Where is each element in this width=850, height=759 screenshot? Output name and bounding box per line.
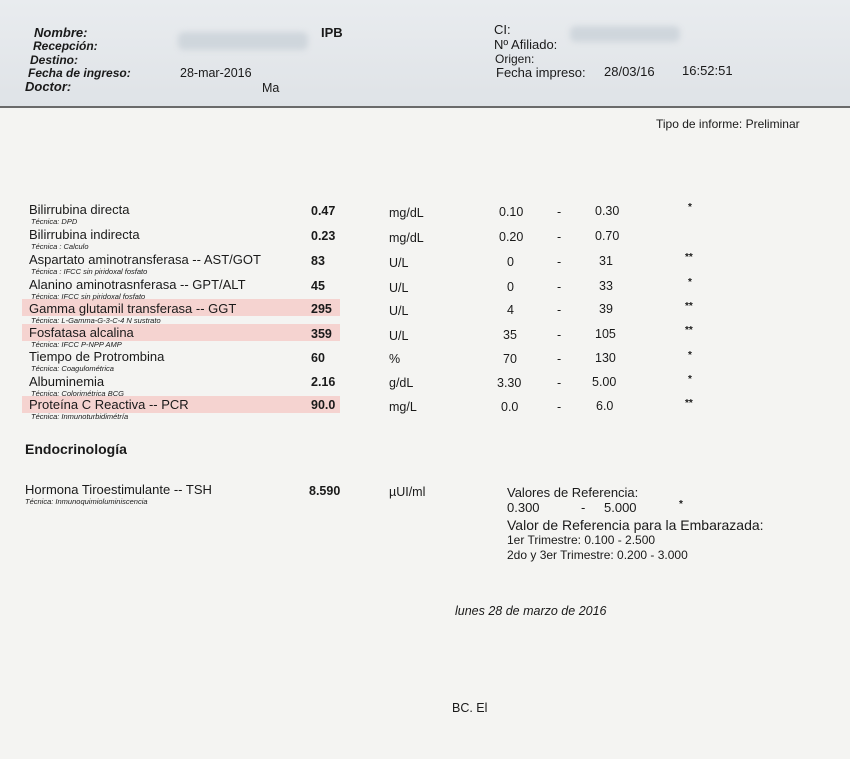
ref-dash: - <box>557 328 562 342</box>
signature: BC. El <box>452 701 488 715</box>
result-unit: mg/dL <box>389 231 424 245</box>
recepcion-label: Recepción: <box>33 39 98 53</box>
nombre-label: Nombre: <box>34 25 88 40</box>
result-name: Alanino aminotrasnferasa -- GPT/ALT <box>29 277 246 292</box>
result-name: Bilirrubina indirecta <box>29 227 140 242</box>
ref-low: 0.10 <box>499 205 524 219</box>
ref-low: 3.30 <box>497 376 522 390</box>
result-flag: * <box>688 202 692 213</box>
ref-dash: - <box>557 376 562 390</box>
result-flag: ** <box>685 325 693 336</box>
origen-label: Origen: <box>495 52 535 66</box>
result-name: Tiempo de Protrombina <box>29 349 165 364</box>
result-unit: % <box>389 352 401 366</box>
result-value: 60 <box>311 351 325 365</box>
ref-dash: - <box>557 352 562 366</box>
ref-low: 0 <box>507 255 514 269</box>
ref-dash: - <box>557 280 562 294</box>
result-name: Albuminemia <box>29 374 105 389</box>
doctor-value: Ma <box>262 81 280 95</box>
result-value: 0.23 <box>311 229 336 243</box>
section-title-endocrinologia: Endocrinología <box>25 441 127 457</box>
ci-label: CI: <box>494 22 511 37</box>
result-unit: g/dL <box>389 376 414 390</box>
redacted-ci <box>570 26 680 42</box>
redacted-name <box>178 32 308 50</box>
result-value: 45 <box>311 279 325 293</box>
tsh-value: 8.590 <box>309 484 341 498</box>
fecha-impreso-label: Fecha impreso: <box>496 65 586 80</box>
ref-low: 35 <box>503 328 517 342</box>
tsh-unit: µUI/ml <box>389 485 426 499</box>
ref-high: 130 <box>595 351 616 365</box>
ref-high: 5.00 <box>592 375 617 389</box>
result-value: 295 <box>311 302 332 316</box>
fecha-impreso-value: 28/03/16 <box>604 64 655 79</box>
pregnancy-ref-title: Valor de Referencia para la Embarazada: <box>507 517 764 533</box>
fecha-ingreso-label: Fecha de ingreso: <box>28 66 131 80</box>
ref-high: 0.70 <box>595 229 620 243</box>
ref-low-tsh: 0.300 <box>507 500 540 515</box>
ref-low: 70 <box>503 352 517 366</box>
pregnancy-ref-2: 2do y 3er Trimestre: 0.200 - 3.000 <box>507 548 688 562</box>
afiliado-label: Nº Afiliado: <box>494 37 558 52</box>
result-value: 2.16 <box>311 375 336 389</box>
result-flag: ** <box>685 252 693 263</box>
fecha-ingreso-value: 28-mar-2016 <box>180 66 252 80</box>
ref-title: Valores de Referencia: <box>507 485 639 500</box>
ref-low: 0.20 <box>499 230 524 244</box>
result-value: 0.47 <box>311 204 336 218</box>
ref-high: 33 <box>599 279 613 293</box>
result-flag: ** <box>685 398 693 409</box>
ref-low: 0.0 <box>501 400 519 414</box>
result-unit: U/L <box>389 256 409 270</box>
ref-low: 0 <box>507 280 514 294</box>
ref-low: 4 <box>507 303 514 317</box>
result-name: Aspartato aminotransferasa -- AST/GOT <box>29 252 261 267</box>
ref-dash: - <box>557 205 562 219</box>
result-technique: Técnica: IFCC sin piridoxal fosfato <box>31 292 146 301</box>
result-unit: U/L <box>389 281 409 295</box>
ref-dash: - <box>557 400 562 414</box>
patient-header <box>0 0 850 108</box>
tsh-technique: Técnica: Inmunoquimioluminiscencia <box>25 497 148 506</box>
ref-dash: - <box>557 230 562 244</box>
result-flag: * <box>688 374 692 385</box>
result-technique: Técnica: IFCC P-NPP AMP <box>31 340 122 349</box>
result-name: Gamma glutamil transferasa -- GGT <box>29 301 237 316</box>
result-technique: Técnica: Colorimétrica BCG <box>31 389 124 398</box>
ref-dash: - <box>557 255 562 269</box>
ref-high: 0.30 <box>595 204 620 218</box>
institution-name: IPB <box>321 25 343 40</box>
result-technique: Técnica: Inmunoturbidimétría <box>31 412 129 421</box>
footer-date: lunes 28 de marzo de 2016 <box>455 604 607 618</box>
result-unit: mg/dL <box>389 206 424 220</box>
result-unit: U/L <box>389 329 409 343</box>
hora-impreso: 16:52:51 <box>682 63 733 78</box>
result-technique: Técnica: Coagulométrica <box>31 364 114 373</box>
result-name: Fosfatasa alcalina <box>29 325 134 340</box>
result-value: 359 <box>311 327 332 341</box>
result-value: 83 <box>311 254 325 268</box>
ref-high: 31 <box>599 254 613 268</box>
report-type: Tipo de informe: Preliminar <box>656 117 800 131</box>
result-flag: * <box>688 277 692 288</box>
ref-high: 39 <box>599 302 613 316</box>
pregnancy-ref-1: 1er Trimestre: 0.100 - 2.500 <box>507 533 656 547</box>
ref-high: 105 <box>595 327 616 341</box>
result-name: Bilirrubina directa <box>29 202 130 217</box>
ref-high-tsh: 5.000 <box>604 500 637 515</box>
result-name: Proteína C Reactiva -- PCR <box>29 397 189 412</box>
ref-flag-tsh: * <box>679 499 683 510</box>
result-value: 90.0 <box>311 398 336 412</box>
doctor-label: Doctor: <box>25 79 72 94</box>
ref-high: 6.0 <box>596 399 614 413</box>
result-unit: mg/L <box>389 400 417 414</box>
tsh-name: Hormona Tiroestimulante -- TSH <box>25 482 212 497</box>
result-technique: Técnica: L-Gamma-G-3-C-4 N sustrato <box>31 316 161 325</box>
result-technique: Técnica: DPD <box>31 217 78 226</box>
result-flag: * <box>688 350 692 361</box>
result-technique: Técnica : IFCC sin piridoxal fosfato <box>31 267 148 276</box>
ref-dash: - <box>557 303 562 317</box>
result-unit: U/L <box>389 304 409 318</box>
ref-dash-tsh: - <box>581 500 586 515</box>
result-flag: ** <box>685 301 693 312</box>
destino-label: Destino: <box>30 53 78 67</box>
result-technique: Técnica : Calculo <box>31 242 89 251</box>
